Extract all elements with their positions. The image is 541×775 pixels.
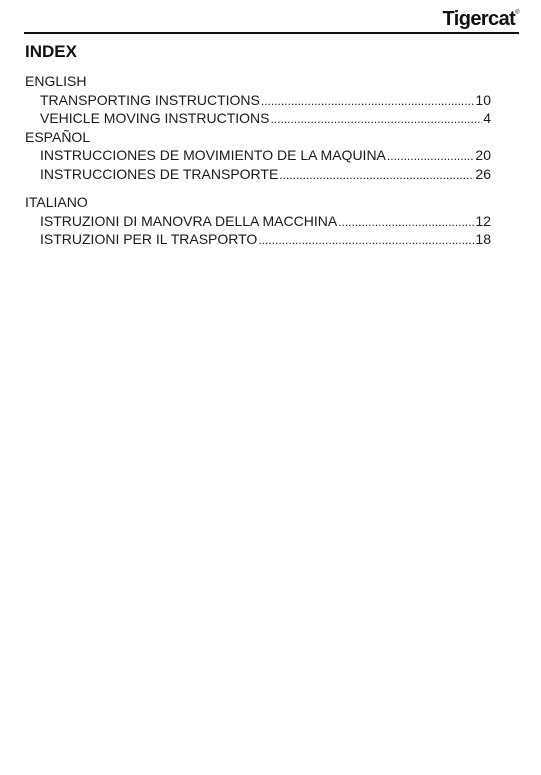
entry-page-number: 12 bbox=[475, 212, 491, 229]
index-entry[interactable] bbox=[25, 109, 491, 128]
section-heading: ITALIANO bbox=[25, 194, 88, 210]
entry-label: ISTRUZIONI DI MANOVRA DELLA MACCHINA bbox=[40, 212, 338, 229]
section-english bbox=[25, 72, 491, 128]
section-heading: ESPAÑOL bbox=[25, 128, 91, 145]
index-entry[interactable] bbox=[25, 230, 491, 249]
brand-name: Tigercat bbox=[442, 8, 516, 30]
brand-logo bbox=[443, 8, 519, 31]
entry-label: INSTRUCCIONES DE MOVIMIENTO DE LA MAQUINA bbox=[40, 147, 386, 163]
entry-label: VEHICLE MOVING INSTRUCTIONS bbox=[40, 110, 270, 126]
section-heading: ENGLISH bbox=[25, 73, 87, 89]
dot-leader bbox=[261, 92, 475, 111]
dot-leader bbox=[387, 147, 475, 166]
dot-leader bbox=[258, 231, 474, 250]
dot-leader bbox=[270, 110, 482, 129]
entry-label: ISTRUZIONI PER IL TRASPORTO bbox=[40, 231, 258, 247]
section-italiano bbox=[25, 193, 491, 249]
section-espanol bbox=[25, 128, 491, 184]
page-title: INDEX bbox=[25, 42, 77, 61]
entry-page-number: 10 bbox=[475, 91, 491, 108]
index-entry[interactable] bbox=[25, 91, 491, 110]
registered-mark: ® bbox=[515, 10, 519, 16]
dot-leader bbox=[279, 166, 474, 185]
entry-page-number: 20 bbox=[475, 147, 491, 163]
entry-page-number: 4 bbox=[483, 110, 491, 126]
header-rule bbox=[24, 32, 519, 34]
index-entry[interactable] bbox=[25, 165, 491, 184]
dot-leader bbox=[338, 213, 474, 232]
entry-page-number: 26 bbox=[475, 165, 491, 182]
entry-label: TRANSPORTING INSTRUCTIONS bbox=[40, 91, 260, 108]
entry-label: INSTRUCCIONES DE TRANSPORTE bbox=[40, 165, 279, 182]
index-list bbox=[25, 72, 491, 249]
entry-page-number: 18 bbox=[475, 231, 491, 247]
index-entry[interactable] bbox=[25, 146, 491, 165]
index-entry[interactable] bbox=[25, 212, 491, 231]
